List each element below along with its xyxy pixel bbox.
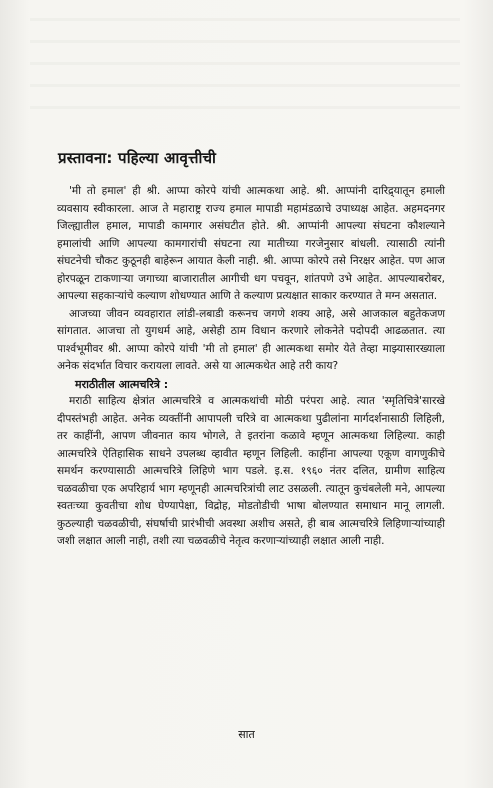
faint-bleed-line: [30, 62, 460, 65]
faint-bleed-line: [30, 18, 460, 21]
page-heading: प्रस्तावना: पहिल्या आवृत्तीची: [58, 149, 217, 167]
faint-bleed-line: [30, 40, 460, 43]
paragraph: आजच्या जीवन व्यवहारात लांडी-लबाडी करूनच जगणे शक्य आहे, असे आजकाल बहुतेकजण सांगतात. आजचा तो युगधर्म आहे, असेही ठाम विधान करणारे लोकनेते पदोपदी आढळतात. त्या पार्श्वभूमीवर श्री. आप्पा कोरपे यांची 'मी तो हमाल' ही आत्मकथा समोर येते तेव्हा माझ्यासारख्याला अनेक संदर्भात विचार करायला लावते. असे या आत्मकथेत आहे तरी काय?: [57, 307, 445, 372]
paragraph: 'मी तो हमाल' ही श्री. आप्पा कोरपे यांची आत्मकथा आहे. श्री. आप्पांनी दारिद्र्यातून हमाली व्यवसाय स्वीकारला. आज ते महाराष्ट्र राज्य हमाल मापाडी महामंडळाचे उपाध्यक्ष आहेत. अहमदनगर जिल्ह्यातील हमाल, मापाडी कामगार असंघटीत होते. श्री. आप्पांनी आपल्या संघटना कौशल्याने हमालांची आणि आपल्या कामगारांची संघटना त्या मातीच्या गरजेनुसार बांधली. त्यासाठी त्यांनी संघटनेची चौकट कुठूनही बाहेरून आयात केली नाही. श्री. आप्पा कोरपे तसे निरक्षर आहेत. पण आज होरपळून टाकणाऱ्या जगाच्या बाजारातील आगीची धग पचवून, शांतपणे उभे आहेत. आपल्याबरोबर, आपल्या सहकाऱ्यांचे कल्याण शोधण्यात आणि ते कल्याण प्रत्यक्षात साकार करण्यात ते मग्न असतात.: [57, 185, 445, 302]
faint-bleed-line: [30, 84, 460, 87]
paragraph: मराठी साहित्य क्षेत्रांत आत्मचरित्रे व आत्मकथांची मोठी परंपरा आहे. त्यात 'स्मृतिचित्रे'सारखे दीपस्तंभही आहेत. अनेक व्यक्तींनी आपापली चरित्रे वा आत्मकथा पुढीलांना मार्गदर्शनासाठी लिहिली, तर काहींनी, आपण जीवनात काय भोगले, ते इतरांना कळावे म्हणून आत्मकथा लिहिल्या. काही आत्मचरित्रे ऐतिहासिक साधने उपलब्ध व्हावीत म्हणून लिहिली. काहींना आपल्या एकूण वागणुकीचे समर्थन करण्यासाठी आत्मचरित्रे लिहिणे भाग पडले. इ.स. १९६० नंतर दलित, ग्रामीण साहित्य चळवळीचा एक अपरिहार्य भाग म्हणूनही आत्मचरित्रांची लाट उसळली. त्यातून कुचंबलेली मने, आपल्या स्वतःच्या कुवतीचा शोध घेण्यापेक्षा, विद्रोह, मोडतोडीची भाषा बोलण्यात समाधान मानू लागली. कुठल्याही चळवळीची, संघर्षाची प्रारंभीची अवस्था अशीच असते, ही बाब आत्मचरित्रे लिहिणाऱ्यांच्याही जशी लक्षात आली नाही, तशी त्या चळवळीचे नेतृत्व करणाऱ्यांच्याही लक्षात आली नाही.: [57, 395, 445, 547]
page-number: सात: [238, 728, 255, 741]
body-text: [57, 183, 445, 551]
faint-bleed-line: [30, 106, 460, 109]
section-subheading: मराठीतील आत्मचरित्रे :: [75, 377, 169, 391]
